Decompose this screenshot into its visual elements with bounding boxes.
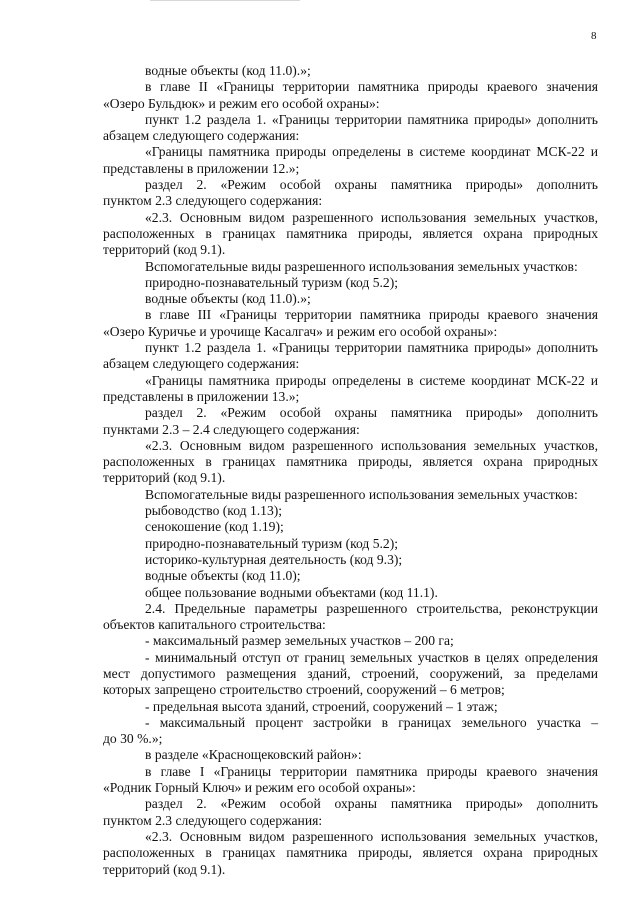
text-line: представлены в приложении 12.»; <box>103 160 300 176</box>
text-line: пунктом 2.3 следующего содержания: <box>103 193 323 209</box>
text-line: «2.3. Основным видом разрешенного использования земельных участков, <box>145 209 598 225</box>
text-line: пунктами 2.3 – 2.4 следующего содержания: <box>103 421 360 437</box>
text-line: в главе II «Границы территории памятника природы краевого значения <box>145 79 598 95</box>
text-line: мест допустимого размещения зданий, строений, сооружений, за пределами <box>103 665 598 681</box>
text-line: сенокошение (код 1.19); <box>145 519 284 535</box>
text-line: пунктом 2.3 следующего содержания: <box>103 812 323 828</box>
text-line: «Озеро Куричье и урочище Касалгач» и режим его особой охраны»: <box>103 323 498 339</box>
text-line: общее пользование водными объектами (код 11.1). <box>145 584 438 600</box>
text-line: расположенных в границах памятника природы, является охрана природных <box>103 454 598 470</box>
text-line: абзацем следующего содержания: <box>103 356 300 372</box>
text-line: - максимальный размер земельных участков – 200 га; <box>145 633 454 649</box>
text-line: историко-культурная деятельность (код 9.3); <box>145 551 403 567</box>
text-line: объектов капитального строительства: <box>103 617 326 633</box>
text-line: пункт 1.2 раздела 1. «Границы территории памятника природы» дополнить <box>145 340 598 356</box>
text-line: расположенных в границах памятника природы, является охрана природных <box>103 845 598 861</box>
text-line: раздел 2. «Режим особой охраны памятника природы» дополнить <box>145 177 598 193</box>
text-line: «Границы памятника природы определены в системе координат МСК-22 и <box>145 372 598 388</box>
document-body <box>103 63 598 878</box>
text-line: рыбоводство (код 1.13); <box>145 503 283 519</box>
text-line: которых запрещено строительство строений, сооружений – 6 метров; <box>103 682 505 698</box>
text-line: территорий (код 9.1). <box>103 861 226 877</box>
text-line: пункт 1.2 раздела 1. «Границы территории памятника природы» дополнить <box>145 111 598 127</box>
text-line: водные объекты (код 11.0).»; <box>145 291 311 307</box>
text-line: - максимальный процент застройки в границах земельного участка – <box>145 714 598 730</box>
text-line: природно-познавательный туризм (код 5.2); <box>145 274 399 290</box>
page-number: 8 <box>591 30 597 42</box>
text-line: представлены в приложении 13.»; <box>103 388 300 404</box>
text-line: Вспомогательные виды разрешенного использования земельных участков: <box>145 486 578 502</box>
text-line: «Озеро Бульдюк» и режим его особой охраны»: <box>103 95 380 111</box>
text-line: Вспомогательные виды разрешенного использования земельных участков: <box>145 258 578 274</box>
text-line: 2.4. Предельные параметры разрешенного строительства, реконструкции <box>145 600 598 616</box>
text-line: «2.3. Основным видом разрешенного использования земельных участков, <box>145 828 598 844</box>
text-line: абзацем следующего содержания: <box>103 128 300 144</box>
text-line: - предельная высота зданий, строений, сооружений – 1 этаж; <box>145 698 498 714</box>
text-line: - минимальный отступ от границ земельных участков в целях определения <box>145 649 598 665</box>
text-line: «Родник Горный Ключ» и режим его особой охраны»: <box>103 780 416 796</box>
text-line: в главе I «Границы территории памятника природы краевого значения <box>145 763 598 779</box>
text-line: «Границы памятника природы определены в системе координат МСК-22 и <box>145 144 598 160</box>
text-line: природно-познавательный туризм (код 5.2); <box>145 535 399 551</box>
text-line: в главе III «Границы территории памятника природы краевого значения <box>145 307 598 323</box>
text-line: расположенных в границах памятника природы, является охрана природных <box>103 225 598 241</box>
scan-artifact-line <box>150 0 300 1</box>
text-line: раздел 2. «Режим особой охраны памятника природы» дополнить <box>145 405 598 421</box>
text-line: водные объекты (код 11.0).»; <box>145 63 311 78</box>
text-line: раздел 2. «Режим особой охраны памятника природы» дополнить <box>145 796 598 812</box>
text-line: «2.3. Основным видом разрешенного использования земельных участков, <box>145 437 598 453</box>
text-line: водные объекты (код 11.0); <box>145 568 301 584</box>
text-line: территорий (код 9.1). <box>103 242 226 258</box>
text-line: до 30 %.»; <box>103 731 163 747</box>
text-line: территорий (код 9.1). <box>103 470 226 486</box>
text-line: в разделе «Краснощековский район»: <box>145 747 362 763</box>
